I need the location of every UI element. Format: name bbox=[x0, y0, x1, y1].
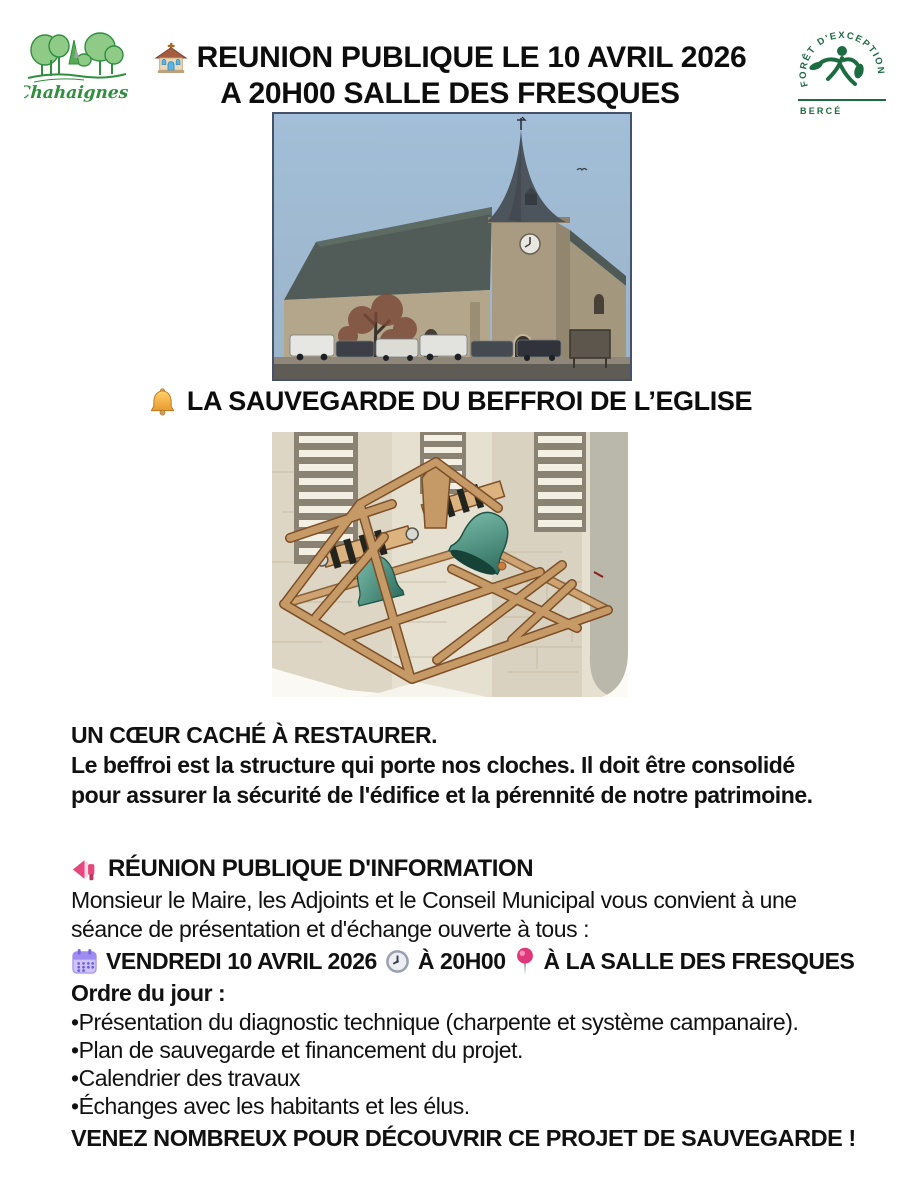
bell-section-heading bbox=[0, 386, 900, 417]
agenda-item-text: Calendrier des travaux bbox=[78, 1065, 301, 1091]
agenda-item bbox=[71, 1092, 871, 1120]
bell-icon bbox=[148, 387, 177, 416]
foret-exception-logo bbox=[786, 14, 898, 122]
church-photo bbox=[272, 112, 632, 381]
date-line bbox=[71, 944, 871, 978]
calendar-icon bbox=[71, 948, 98, 975]
trees-logo-icon bbox=[24, 30, 130, 108]
bullet: • bbox=[71, 1037, 79, 1063]
bullet: • bbox=[71, 1093, 79, 1119]
place-text: À LA SALLE DES FRESQUES bbox=[543, 948, 855, 974]
agenda-item bbox=[71, 1036, 871, 1064]
church-photo-image bbox=[274, 114, 630, 379]
agenda-item bbox=[71, 1008, 871, 1036]
forest-arc-text: FORÊT D'EXCEPTION bbox=[797, 30, 887, 88]
lead-title: UN CŒUR CACHÉ À RESTAURER. bbox=[71, 722, 438, 748]
megaphone-icon bbox=[71, 857, 98, 882]
content-block bbox=[71, 720, 871, 1154]
info-heading bbox=[71, 852, 871, 886]
closing-line: VENEZ NOMBREUX POUR DÉCOUVRIR CE PROJET DE SAUVEGARDE ! bbox=[71, 1125, 856, 1151]
commune-logo bbox=[24, 30, 130, 108]
date-text: VENDREDI 10 AVRIL 2026 bbox=[106, 948, 377, 974]
agenda-list bbox=[71, 1008, 871, 1120]
info-heading-text: RÉUNION PUBLIQUE D'INFORMATION bbox=[108, 855, 534, 882]
clock-icon bbox=[385, 949, 410, 974]
time-text: À 20H00 bbox=[417, 948, 506, 974]
page-title bbox=[120, 40, 780, 112]
agenda-item bbox=[71, 1064, 871, 1092]
bullet: • bbox=[71, 1065, 79, 1091]
agenda-item-text: Échanges avec les habitants et les élus. bbox=[78, 1093, 470, 1119]
belfry-drawing-image bbox=[272, 432, 628, 697]
lead-text: Le beffroi est la structure qui porte nos cloches. Il doit être consolidé pour assurer la sécurité de l'édifice et la pérennité de notre patrimoine. bbox=[71, 752, 813, 808]
foret-exception-icon bbox=[786, 14, 898, 122]
church-icon bbox=[154, 42, 188, 74]
info-text: Monsieur le Maire, les Adjoints et le Conseil Municipal vous convient à une séance de présentation et d'échange ouverte à tous : bbox=[71, 887, 797, 942]
round-pushpin-icon bbox=[514, 947, 536, 976]
title-text-line1: REUNION PUBLIQUE LE 10 AVRIL 2026 bbox=[196, 41, 747, 74]
agenda-item-text: Présentation du diagnostic technique (charpente et système campanaire). bbox=[78, 1009, 799, 1035]
belfry-drawing bbox=[272, 432, 628, 697]
forest-sub-text: BERCÉ bbox=[800, 106, 843, 116]
bell-section-title: LA SAUVEGARDE DU BEFFROI DE L’EGLISE bbox=[186, 386, 753, 416]
title-text-line2: A 20H00 SALLE DES FRESQUES bbox=[220, 77, 680, 110]
title-line-1 bbox=[120, 40, 780, 76]
title-line-2 bbox=[120, 76, 780, 112]
agenda-item-text: Plan de sauvegarde et financement du projet. bbox=[78, 1037, 523, 1063]
agenda-heading: Ordre du jour : bbox=[71, 980, 226, 1006]
bullet: • bbox=[71, 1009, 79, 1035]
commune-logo-text: Chahaignes bbox=[24, 83, 129, 103]
